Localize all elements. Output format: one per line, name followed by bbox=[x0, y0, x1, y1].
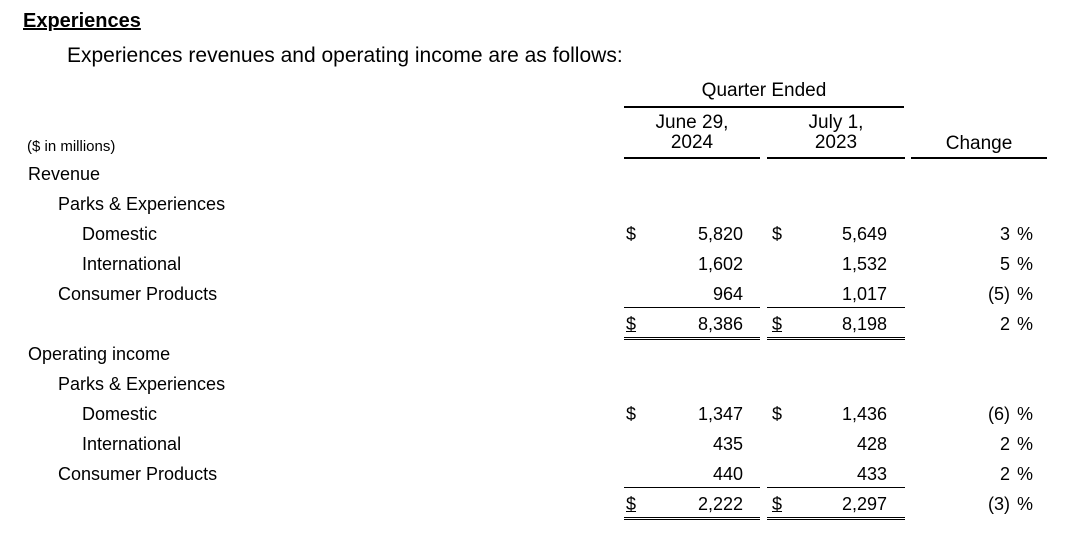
oi-international-cur: 435 bbox=[712, 434, 743, 454]
revenue-domestic-prior: 5,649 bbox=[841, 224, 887, 244]
units-label: ($ in millions) bbox=[27, 138, 116, 155]
revenue-consumer-products-label: Consumer Products bbox=[58, 284, 218, 304]
oi-total-cur-sign: $ bbox=[626, 494, 637, 514]
oi-domestic-prior: 1,436 bbox=[841, 404, 887, 424]
revenue-total-cur: 8,386 bbox=[697, 314, 743, 334]
oi-consumer-products-change: 2 bbox=[999, 464, 1010, 484]
revenue-total-cur-sign: $ bbox=[626, 314, 637, 334]
column-header-2023 bbox=[767, 113, 905, 153]
revenue-domestic-change: 3 bbox=[999, 224, 1010, 244]
column-rule-change bbox=[911, 157, 1047, 159]
quarter-ended-header: Quarter Ended bbox=[701, 80, 827, 101]
revenue-international-cur: 1,602 bbox=[697, 254, 743, 274]
column-header-2023-line2: 2023 bbox=[814, 132, 858, 153]
revenue-international-change: 5 bbox=[999, 254, 1010, 274]
intro-text: Experiences revenues and operating income are as follows: bbox=[67, 44, 623, 67]
oi-total-prior-sign: $ bbox=[772, 494, 783, 514]
oi-subtotal-rule-prior bbox=[767, 487, 905, 488]
oi-international-change: 2 bbox=[999, 434, 1010, 454]
section-title: Experiences bbox=[23, 10, 141, 32]
oi-total-cur: 2,222 bbox=[697, 494, 743, 514]
revenue-domestic-cur: 5,820 bbox=[697, 224, 743, 244]
revenue-consumer-products-cur: 964 bbox=[712, 284, 743, 304]
revenue-domestic-label: Domestic bbox=[82, 224, 158, 244]
oi-consumer-products-cur: 440 bbox=[712, 464, 743, 484]
oi-domestic-prior-sign: $ bbox=[772, 404, 783, 424]
revenue-consumer-products-change: (5) bbox=[988, 284, 1010, 304]
column-rule-2024 bbox=[624, 157, 760, 159]
oi-consumer-products-prior: 433 bbox=[856, 464, 887, 484]
revenue-domestic-cur-sign: $ bbox=[626, 224, 637, 244]
revenue-international-pct: % bbox=[1017, 254, 1034, 274]
oi-total-prior: 2,297 bbox=[841, 494, 887, 514]
column-header-2024 bbox=[624, 113, 760, 153]
revenue-total-change: 2 bbox=[999, 314, 1010, 334]
revenue-subtotal-rule-cur bbox=[624, 307, 760, 308]
revenue-domestic-prior-sign: $ bbox=[772, 224, 783, 244]
revenue-total-pct: % bbox=[1017, 314, 1034, 334]
column-header-2023-line1: July 1, bbox=[808, 112, 864, 133]
revenue-pe-heading: Parks & Experiences bbox=[58, 194, 226, 214]
oi-total-double-rule-cur bbox=[624, 517, 760, 520]
revenue-total-double-rule-cur bbox=[624, 337, 760, 340]
revenue-consumer-products-pct: % bbox=[1017, 284, 1034, 304]
column-header-2024-line1: June 29, bbox=[655, 112, 729, 133]
oi-subtotal-rule-cur bbox=[624, 487, 760, 488]
oi-domestic-label: Domestic bbox=[82, 404, 158, 424]
oi-consumer-products-label: Consumer Products bbox=[58, 464, 218, 484]
revenue-international-prior: 1,532 bbox=[841, 254, 887, 274]
column-header-change: Change bbox=[945, 133, 1013, 154]
oi-international-prior: 428 bbox=[856, 434, 887, 454]
column-header-2024-line2: 2024 bbox=[670, 132, 714, 153]
oi-total-pct: % bbox=[1017, 494, 1034, 514]
oi-consumer-products-pct: % bbox=[1017, 464, 1034, 484]
revenue-consumer-products-prior: 1,017 bbox=[841, 284, 887, 304]
revenue-subtotal-rule-prior bbox=[767, 307, 905, 308]
oi-international-pct: % bbox=[1017, 434, 1034, 454]
oi-domestic-cur-sign: $ bbox=[626, 404, 637, 424]
operating-income-pe-heading: Parks & Experiences bbox=[58, 374, 226, 394]
revenue-heading: Revenue bbox=[28, 164, 101, 184]
revenue-total-prior-sign: $ bbox=[772, 314, 783, 334]
revenue-total-double-rule-prior bbox=[767, 337, 905, 340]
quarter-ended-rule bbox=[624, 106, 904, 108]
oi-domestic-cur: 1,347 bbox=[697, 404, 743, 424]
oi-international-label: International bbox=[82, 434, 182, 454]
oi-total-double-rule-prior bbox=[767, 517, 905, 520]
operating-income-heading: Operating income bbox=[28, 344, 171, 364]
oi-domestic-change: (6) bbox=[988, 404, 1010, 424]
revenue-total-prior: 8,198 bbox=[841, 314, 887, 334]
oi-total-change: (3) bbox=[988, 494, 1010, 514]
revenue-domestic-pct: % bbox=[1017, 224, 1034, 244]
oi-domestic-pct: % bbox=[1017, 404, 1034, 424]
column-rule-2023 bbox=[767, 157, 905, 159]
revenue-international-label: International bbox=[82, 254, 182, 274]
